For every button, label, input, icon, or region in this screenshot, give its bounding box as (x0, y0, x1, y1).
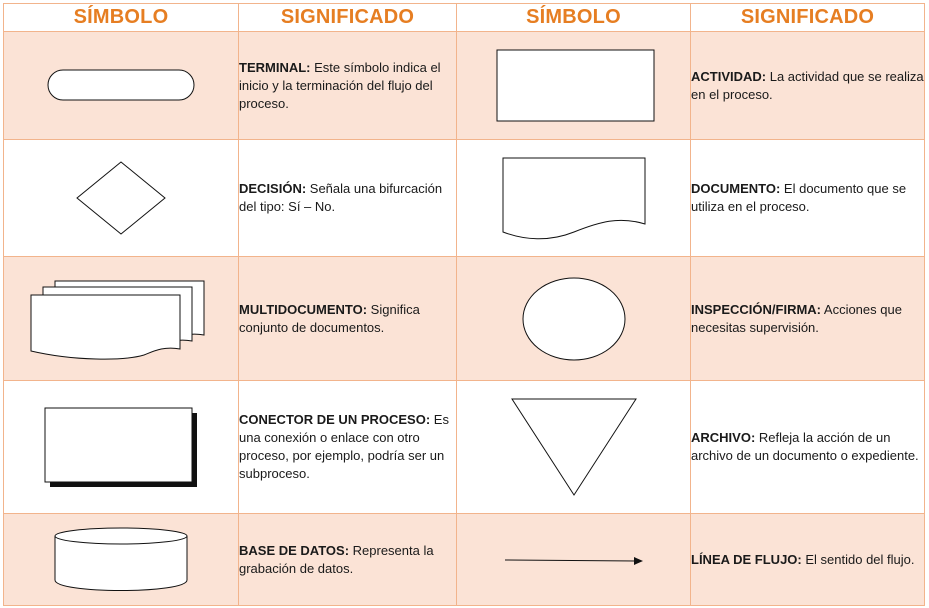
term-label: INSPECCIÓN/FIRMA: (691, 301, 821, 317)
meaning-cell (691, 140, 925, 257)
inspection-circle-icon (519, 274, 629, 364)
term-description: Es una conexión o enlace con otro proceso, por ejemplo, podría ser un subproceso. (239, 412, 449, 481)
term-description: Significa conjunto de documentos. (239, 301, 420, 335)
term-label: DECISIÓN: (239, 181, 307, 196)
term-label: DOCUMENTO: (691, 181, 781, 196)
meaning-cell (691, 257, 925, 381)
activity-rectangle-icon (489, 46, 659, 126)
table-row (4, 257, 925, 381)
header-meaning-1: SIGNIFICADO (239, 4, 457, 32)
symbol-cell (4, 140, 239, 257)
symbol-cell (457, 514, 691, 606)
meaning-cell (239, 32, 457, 140)
symbol-cell (457, 381, 691, 514)
symbol-cell (4, 381, 239, 514)
decision-diamond-icon (71, 158, 171, 238)
term-description: Señala una bifurcación del tipo: Sí – No. (239, 181, 443, 214)
term-label: ACTIVIDAD: (691, 68, 767, 84)
meaning-cell (239, 257, 457, 381)
term-label: BASE DE DATOS: (239, 542, 350, 558)
terminal-shape-icon (41, 66, 201, 106)
term-description: El documento que se utiliza en el proceso. (691, 181, 907, 214)
term-description: Este símbolo indica el inicio y la terminación del flujo del proceso. (239, 59, 441, 111)
symbols-table (3, 3, 925, 606)
document-shape-icon (499, 154, 649, 242)
table-row (4, 514, 925, 606)
term-description: Refleja la acción de un archivo de un documento o expediente. (691, 430, 919, 463)
meaning-cell (691, 514, 925, 606)
table-row (4, 140, 925, 257)
meaning-cell (239, 514, 457, 606)
symbol-cell (4, 257, 239, 381)
archive-triangle-icon (509, 395, 639, 499)
term-label: TERMINAL: (239, 59, 311, 75)
meaning-cell (239, 381, 457, 514)
header-row (4, 4, 925, 32)
term-label: MULTIDOCUMENTO: (239, 301, 368, 317)
header-symbol-2: SÍMBOLO (457, 4, 691, 32)
term-description: Representa la grabación de datos. (239, 542, 434, 576)
header-meaning-2: SIGNIFICADO (691, 4, 925, 32)
meaning-cell (691, 381, 925, 514)
term-label: CONECTOR DE UN PROCESO: (239, 412, 431, 427)
multidocument-shape-icon (28, 277, 214, 361)
term-description: La actividad que se realiza en el proceso. (691, 68, 924, 102)
meaning-cell (239, 140, 457, 257)
symbol-cell (457, 32, 691, 140)
connector-shadow-rectangle-icon (42, 405, 200, 489)
meaning-cell (691, 32, 925, 140)
symbol-cell (457, 257, 691, 381)
symbol-cell (457, 140, 691, 257)
header-symbol-1: SÍMBOLO (4, 4, 239, 32)
symbol-cell (4, 514, 239, 606)
term-label: LÍNEA DE FLUJO: (691, 551, 802, 567)
table-row (4, 381, 925, 514)
term-label: ARCHIVO: (691, 430, 756, 445)
symbol-cell (4, 32, 239, 140)
flow-line-arrow-icon (499, 550, 649, 570)
term-description: El sentido del flujo. (801, 551, 915, 567)
database-cylinder-icon (51, 524, 191, 596)
term-description: Acciones que necesitas supervisión. (691, 301, 902, 335)
table-row (4, 32, 925, 140)
